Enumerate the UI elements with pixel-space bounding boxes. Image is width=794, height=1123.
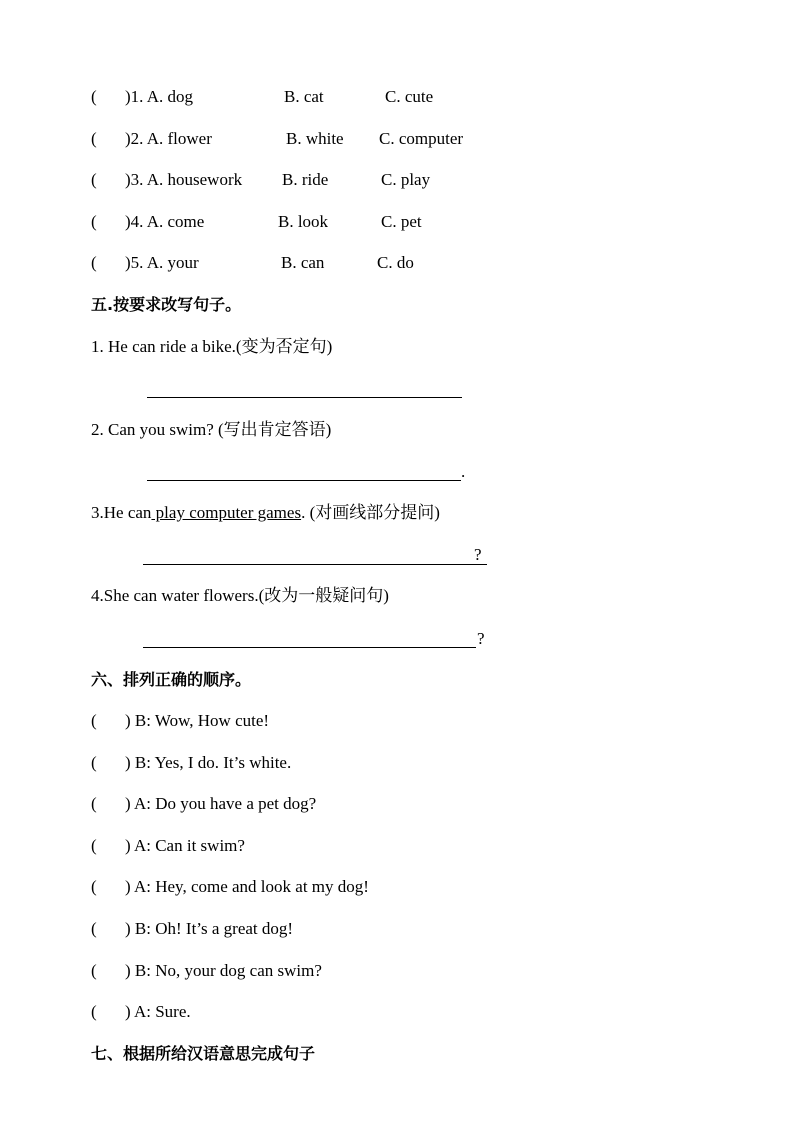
section-7-heading: 七、根据所给汉语意思完成句子 (91, 1044, 316, 1063)
order-paren: ( (91, 877, 97, 896)
dialogue-text: ) B: Wow, How cute! (125, 711, 270, 730)
choice-option-a: )5. A. your (125, 253, 199, 272)
choice-item-5 (91, 252, 414, 274)
choice-option-b: B. can (281, 253, 325, 272)
answer-paren: ( (91, 129, 97, 148)
choice-option-c: C. do (377, 253, 414, 272)
answer-blank-4[interactable] (143, 647, 476, 648)
dialogue-text: ) B: Yes, I do. It’s white. (125, 753, 292, 772)
answer-paren: ( (91, 253, 97, 272)
dialogue-line-5 (91, 876, 369, 898)
answer-end-question-mark: ? (477, 629, 485, 648)
choice-option-c: C. pet (381, 212, 422, 231)
choice-option-c: C. play (381, 170, 431, 189)
dialogue-text: ) A: Hey, come and look at my dog! (125, 877, 369, 896)
dialogue-line-2 (91, 752, 291, 774)
order-paren: ( (91, 836, 97, 855)
choice-option-a: )4. A. come (125, 212, 205, 231)
choice-item-3 (91, 169, 431, 191)
rewrite-question-3 (91, 502, 440, 524)
choice-option-c: C. computer (379, 129, 464, 148)
choice-option-a: )3. A. housework (125, 170, 243, 189)
dialogue-line-6 (91, 918, 293, 940)
choice-option-b: B. white (286, 129, 344, 148)
order-paren: ( (91, 961, 97, 980)
answer-blank-1[interactable] (147, 397, 462, 398)
rewrite-question-1: 1. He can ride a bike.(变为否定句) (91, 337, 333, 356)
answer-end-period: . (461, 462, 466, 481)
choice-option-a: )2. A. flower (125, 129, 212, 148)
dialogue-text: ) B: Oh! It’s a great dog! (125, 919, 294, 938)
dialogue-text: ) B: No, your dog can swim? (125, 961, 322, 980)
dialogue-text: ) A: Do you have a pet dog? (125, 794, 317, 813)
section-5-heading: 五.按要求改写句子。 (91, 295, 242, 314)
rewrite-question-2: 2. Can you swim? (写出肯定答语) (91, 420, 332, 439)
choice-option-a: )1. A. dog (125, 87, 193, 106)
dialogue-line-7 (91, 960, 322, 982)
answer-paren: ( (91, 170, 97, 189)
underlined-phrase: play computer games (151, 503, 302, 522)
answer-blank-3[interactable] (143, 564, 487, 565)
answer-end-question-mark: ? (474, 545, 482, 564)
rewrite-question-4: 4.She can water flowers.(改为一般疑问句) (91, 586, 389, 605)
choice-item-2 (91, 128, 464, 150)
choice-option-b: B. look (278, 212, 329, 231)
order-paren: ( (91, 711, 97, 730)
dialogue-text: ) A: Can it swim? (125, 836, 245, 855)
question-3-prefix: 3.He can (91, 503, 152, 522)
order-paren: ( (91, 1002, 97, 1021)
order-paren: ( (91, 794, 97, 813)
section-6-heading: 六、排列正确的顺序。 (91, 670, 252, 689)
dialogue-line-3 (91, 793, 316, 815)
choice-item-1 (91, 86, 434, 108)
choice-item-4 (91, 211, 422, 233)
question-3-suffix: . (对画线部分提问) (301, 503, 440, 522)
order-paren: ( (91, 753, 97, 772)
choice-option-b: B. ride (282, 170, 329, 189)
answer-paren: ( (91, 87, 97, 106)
choice-option-b: B. cat (284, 87, 324, 106)
dialogue-line-1 (91, 710, 269, 732)
dialogue-line-8 (91, 1001, 191, 1023)
dialogue-line-4 (91, 835, 245, 857)
answer-paren: ( (91, 212, 97, 231)
answer-blank-2[interactable] (147, 480, 461, 481)
choice-option-c: C. cute (385, 87, 434, 106)
order-paren: ( (91, 919, 97, 938)
dialogue-text: ) A: Sure. (125, 1002, 191, 1021)
